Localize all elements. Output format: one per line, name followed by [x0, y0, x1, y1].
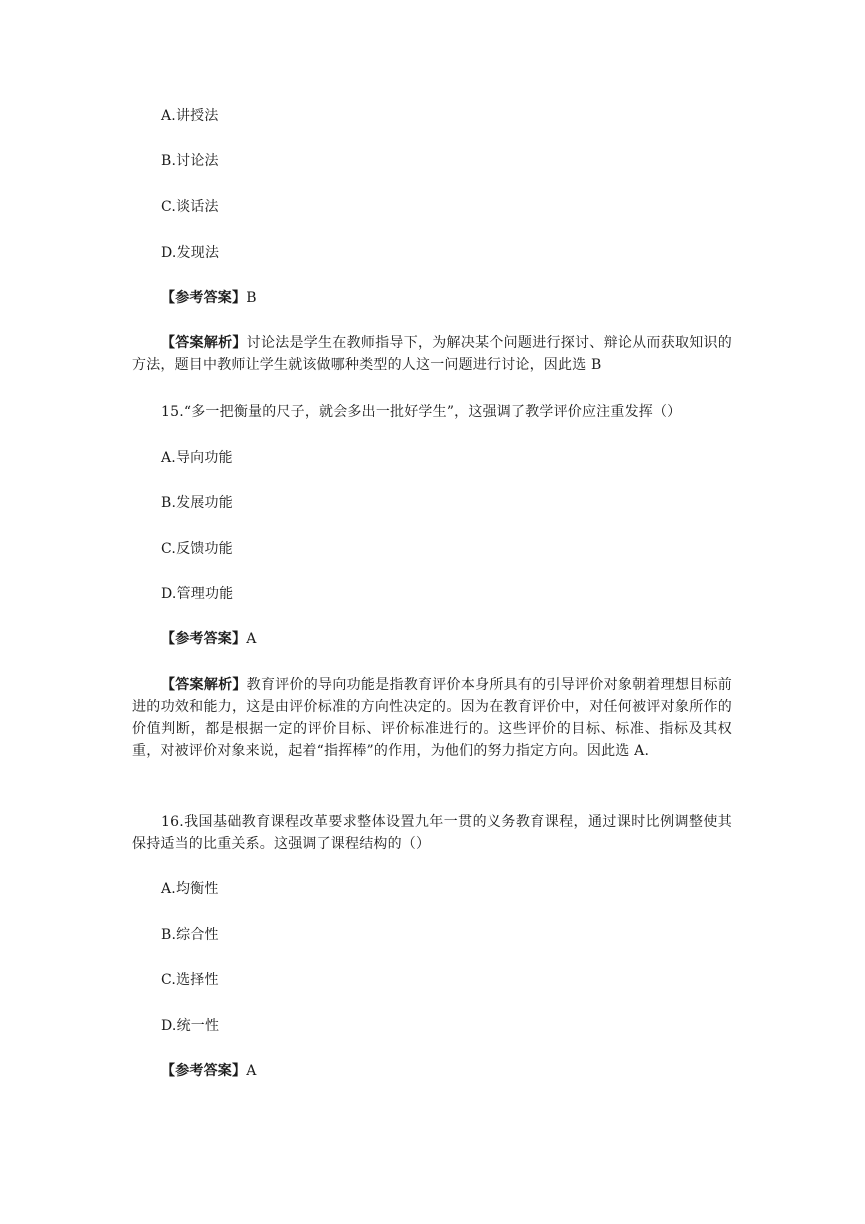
q15-analysis-label: 【答案解析】	[161, 677, 247, 693]
q16-option-d: D.统一性	[161, 1018, 220, 1034]
q14-analysis-label: 【答案解析】	[161, 335, 247, 351]
q16-option-a: A.均衡性	[161, 881, 219, 897]
q15-option-d: D.管理功能	[161, 586, 234, 602]
q15-option-b: B.发展功能	[161, 495, 233, 511]
q15-option-a: A.导向功能	[161, 450, 233, 466]
q16-option-b: B.综合性	[161, 927, 219, 943]
q16-option-c: C.选择性	[161, 972, 219, 988]
q15-answer-value: A	[246, 631, 257, 647]
q16-answer	[161, 1061, 257, 1081]
q15-option-c: C.反馈功能	[161, 541, 233, 557]
q14-option-d: D.发现法	[161, 245, 220, 261]
q15-question: 15.“多一把衡量的尺子，就会多出一批好学生”，这强调了教学评价应注重发挥（）	[161, 404, 682, 420]
q14-analysis-text: 讨论法是学生在教师指导下，为解决某个问题进行探讨、辩论从而获取知识的方法，题目中教师让学生就该做哪种类型的人这一问题进行讨论，因此选 B	[132, 335, 732, 373]
q16-question: 16.我国基础教育课程改革要求整体设置九年一贯的义务教育课程，通过课时比例调整使其保持适当的比重关系。这强调了课程结构的（）	[132, 814, 732, 852]
q14-answer-label: 【参考答案】	[161, 290, 247, 306]
q14-option-a: A.讲授法	[161, 108, 219, 124]
q15-analysis	[132, 674, 732, 762]
q14-analysis	[132, 332, 732, 376]
q14-answer	[161, 288, 257, 308]
q14-option-c: C.谈话法	[161, 199, 219, 215]
q15-answer	[161, 629, 257, 649]
q15-answer-label: 【参考答案】	[161, 631, 247, 647]
q16-answer-value: A	[246, 1063, 257, 1079]
q16-answer-label: 【参考答案】	[161, 1063, 247, 1079]
q15-analysis-text: 教育评价的导向功能是指教育评价本身所具有的引导评价对象朝着理想目标前进的功效和能力，这是由评价标准的方向性决定的。因为在教育评价中，对任何被评对象所作的价值判断，都是根据一定的评价目标、评价标准进行的。这些评价的目标、标准、指标及其权重，对被评价对象来说，起着“指挥棒”的作用，为他们的努力指定方向。因此选 A.	[132, 677, 732, 759]
q14-option-b: B.讨论法	[161, 153, 219, 169]
q14-answer-value: B	[246, 290, 257, 306]
